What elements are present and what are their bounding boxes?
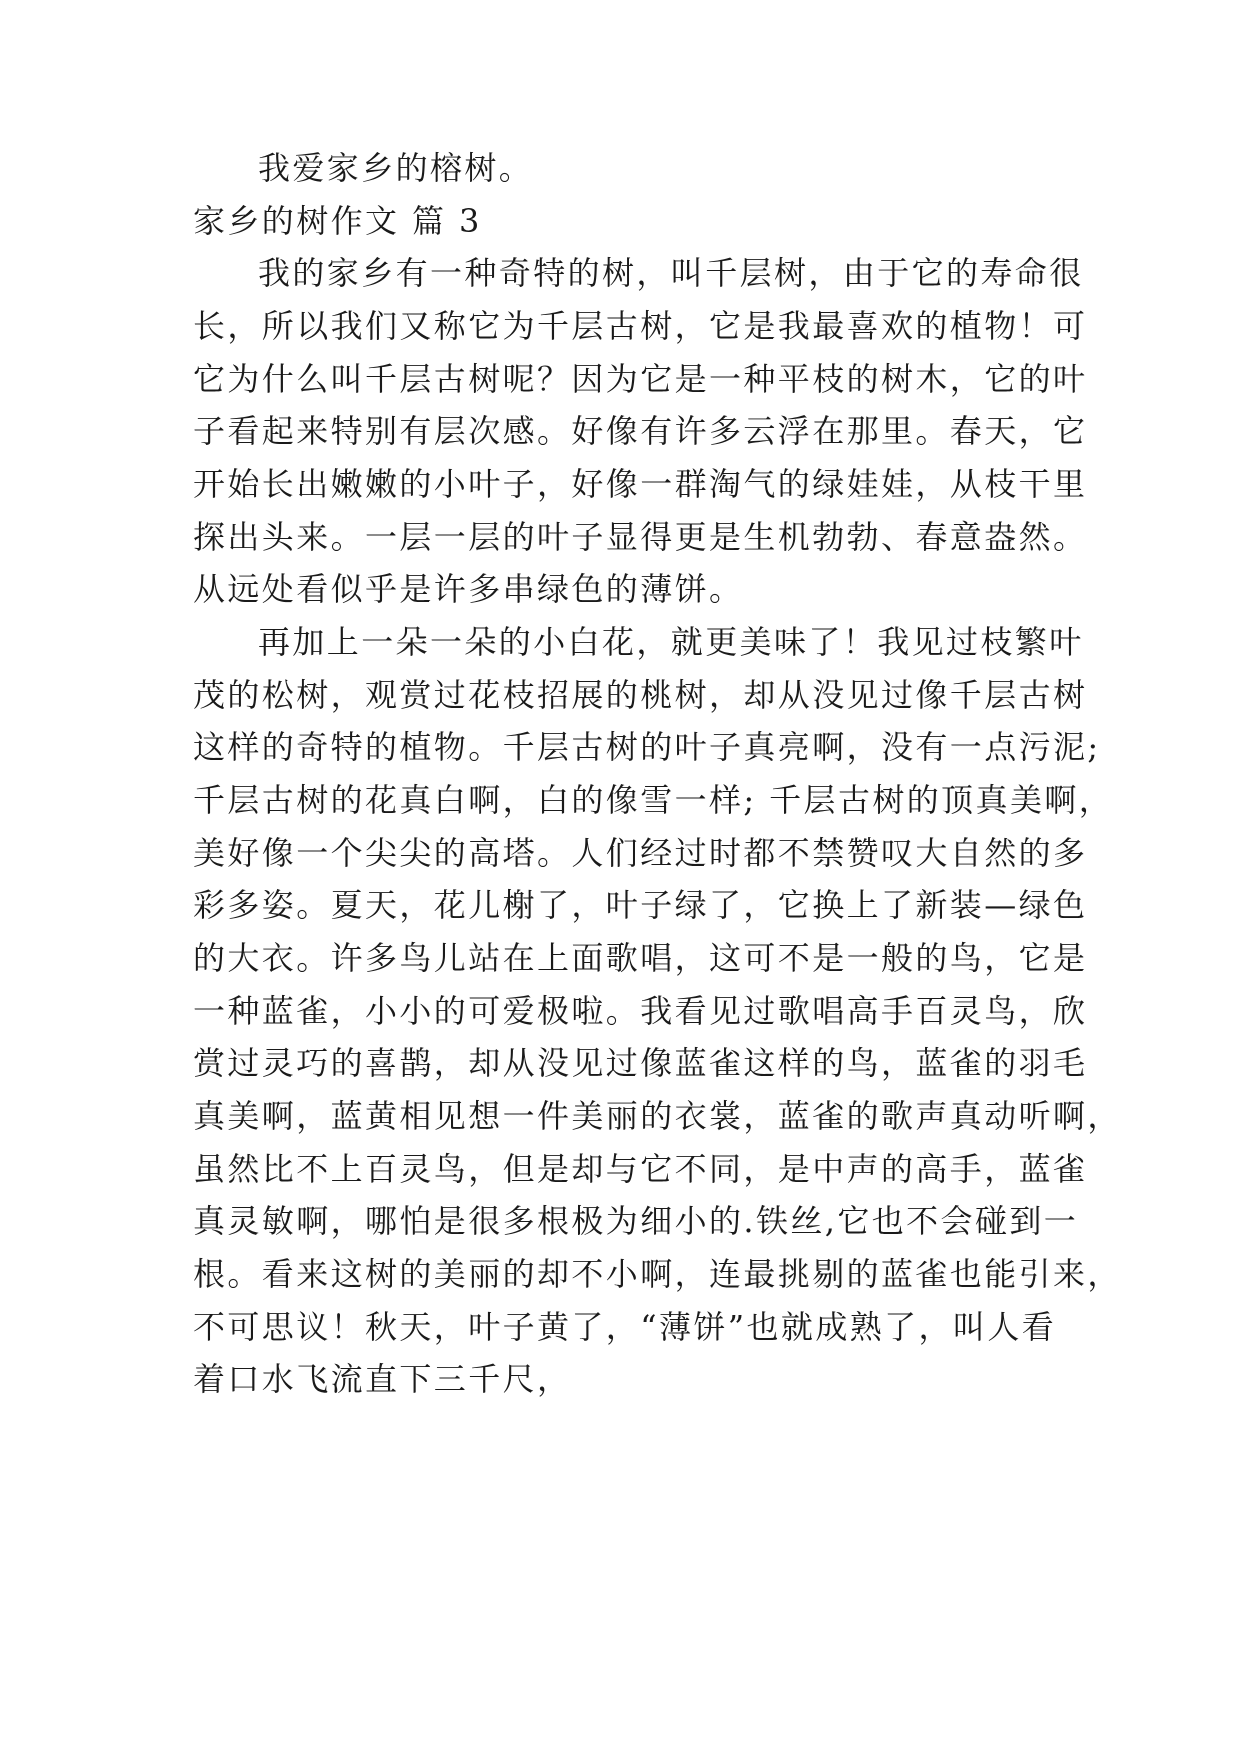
paragraph-line: 赏过灵巧的喜鹊，却从没见过像蓝雀这样的鸟，蓝雀的羽毛 <box>193 1044 1088 1082</box>
closing-line: 我爱家乡的榕树。 <box>258 149 534 187</box>
paragraph-line: 长，所以我们又称它为千层古树，它是我最喜欢的植物！可 <box>193 307 1088 345</box>
paragraph-line: 真灵敏啊，哪怕是很多根极为细小的.铁丝,它也不会碰到一 <box>193 1202 1079 1240</box>
paragraph-line: 彩多姿。夏天，花儿榭了，叶子绿了，它换上了新装—绿色 <box>193 886 1088 924</box>
paragraph-line: 的大衣。许多鸟儿站在上面歌唱，这可不是一般的鸟，它是 <box>193 939 1088 977</box>
essay-heading: 家乡的树作文 篇 3 <box>193 202 482 240</box>
paragraph-line: 美好像一个尖尖的高塔。人们经过时都不禁赞叹大自然的多 <box>193 834 1088 872</box>
paragraph-line: 从远处看似乎是许多串绿色的薄饼。 <box>193 570 744 608</box>
paragraph-line: 虽然比不上百灵鸟，但是却与它不同，是中声的高手，蓝雀 <box>193 1150 1088 1188</box>
paragraph-line: 再加上一朵一朵的小白花，就更美味了！我见过枝繁叶 <box>258 623 1084 661</box>
paragraph-line: 着口水飞流直下三千尺， <box>193 1360 572 1398</box>
paragraph-line: 不可思议！秋天，叶子黄了，“薄饼”也就成熟了，叫人看 <box>193 1308 1057 1346</box>
paragraph-line: 千层古树的花真白啊，白的像雪一样; 千层古树的顶真美啊， <box>193 781 1114 819</box>
paragraph-line: 茂的松树，观赏过花枝招展的桃树，却从没见过像千层古树 <box>193 676 1088 714</box>
paragraph-line: 根。看来这树的美丽的却不小啊，连最挑剔的蓝雀也能引来， <box>193 1255 1122 1293</box>
paragraph-line: 开始长出嫩嫩的小叶子，好像一群淘气的绿娃娃，从枝干里 <box>193 465 1088 503</box>
paragraph-line: 真美啊，蓝黄相见想一件美丽的衣裳，蓝雀的歌声真动听啊， <box>193 1097 1122 1135</box>
paragraph-line: 它为什么叫千层古树呢？因为它是一种平枝的树木，它的叶 <box>193 360 1088 398</box>
paragraph-line: 我的家乡有一种奇特的树，叫千层树，由于它的寿命很 <box>258 254 1084 292</box>
paragraph-line: 一种蓝雀，小小的可爱极啦。我看见过歌唱高手百灵鸟，欣 <box>193 992 1088 1030</box>
paragraph-line: 子看起来特别有层次感。好像有许多云浮在那里。春天，它 <box>193 412 1088 450</box>
paragraph-line: 探出头来。一层一层的叶子显得更是生机勃勃、春意盎然。 <box>193 518 1088 556</box>
paragraph-line: 这样的奇特的植物。千层古树的叶子真亮啊，没有一点污泥; <box>193 728 1101 766</box>
